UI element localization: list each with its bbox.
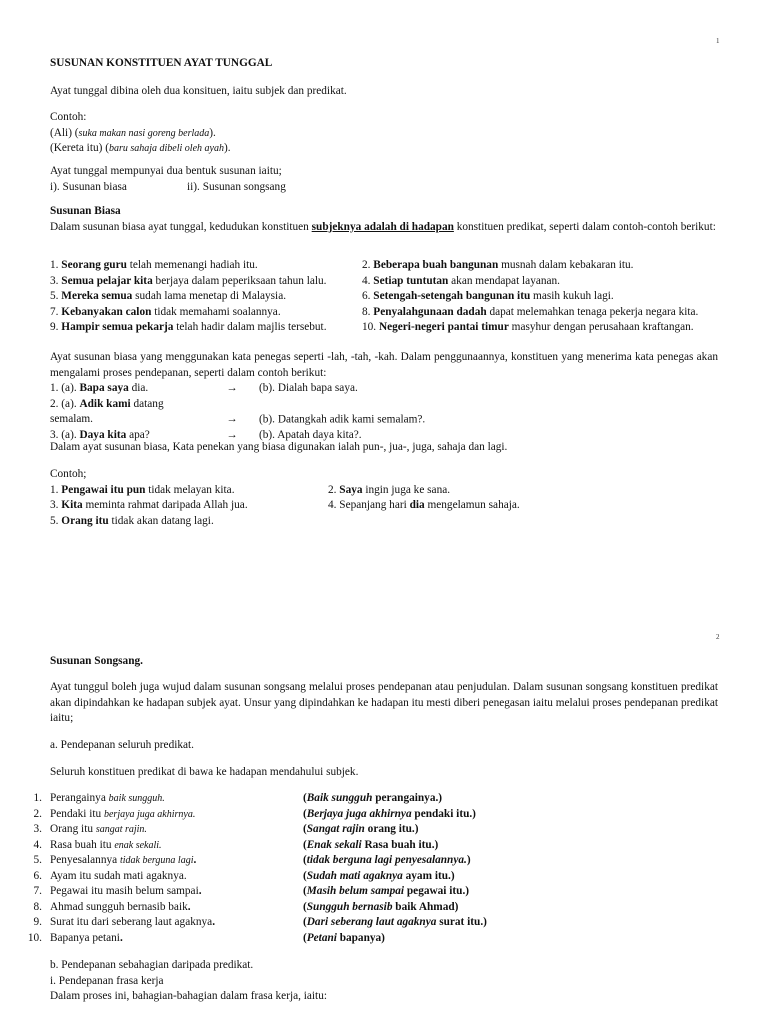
example-item: 4. Sepanjang hari dia mengelamun sahaja.: [328, 499, 520, 511]
contoh-label: Contoh;: [50, 468, 87, 480]
penegas-row: 1. (a). Bapa saya dia. → (b). Dialah bapa saya.: [50, 381, 718, 397]
penegas-row: 2. (a). Adik kami datang semalam. → (b). Datangkah adik kami semalam?.: [50, 397, 718, 428]
penekan-row: [50, 483, 718, 499]
list-item: 6. Ayam itu sudah mati agaknya. (Sudah mati agaknya ayam itu.): [33, 869, 455, 882]
songsang-paragraph: Ayat tunggul boleh juga wujud dalam susunan songsang melalui proses pendepanan atau penjudulan. Dalam susunan songsang konstituen predikat akan dipindahkan ke hadapan subjek ayat. Unsur yang dipindahkan ke hadapan itu mesti diberi penegasan iaitu melalui proses pendepanan predikat iaitu;: [50, 681, 718, 724]
section-heading: Susunan Biasa: [50, 205, 121, 217]
example-item: 10. Negeri-negeri pantai timur masyhur dengan perusahaan kraftangan.: [362, 321, 694, 333]
biasa-paragraph: Dalam susunan biasa ayat tunggal, kedudukan konstituen subjeknya adalah di hadapan konstituen predikat, seperti dalam contoh-contoh berikut:: [50, 220, 716, 233]
list-item: 1. Perangainya baik sungguh. (Baik sungguh perangainya.): [33, 792, 443, 804]
list-item: 7. Pegawai itu masih belum sampai. (Masih belum sampai pegawai itu.): [33, 885, 470, 897]
contoh-line-2: (Kereta itu) (baru sahaja dibeli oleh ayah).: [50, 142, 231, 154]
penekan-row: [50, 514, 718, 530]
penekan-row: [50, 498, 718, 514]
list-item: 9. Surat itu dari seberang laut agaknya. (Dari seberang laut agaknya surat itu.): [33, 916, 487, 928]
arrow-right-icon: →: [226, 413, 238, 425]
susunan-biasa-section: [50, 204, 718, 235]
penekan-block: [50, 467, 718, 529]
subsection-b-title: b. Pendepanan sebahagian daripada predikat.: [50, 959, 254, 971]
contoh-block: [50, 110, 718, 157]
biasa-examples: [50, 258, 718, 336]
example-item: 7. Kebanyakan calon tidak memahami soalannya.: [50, 305, 281, 318]
penegas-examples: [50, 381, 718, 443]
example-item: 8. Penyalahgunaan dadah dapat melemahkan tenaga pekerja negara kita.: [362, 305, 699, 318]
example-item: 3. Semua pelajar kita berjaya dalam peperiksaan tahun lalu.: [50, 274, 327, 287]
subsection-b-desc: Dalam proses ini, bahagian-bahagian dalam frasa kerja, iaitu:: [50, 990, 327, 1002]
list-item: 2. Pendaki itu berjaya juga akhirnya. (Berjaya juga akhirnya pendaki itu.): [33, 807, 476, 820]
example-item: 9. Hampir semua pekarja telah hadir dalam majlis tersebut.: [50, 321, 327, 333]
penegas-paragraph: Ayat susunan biasa yang menggunakan kata penegas seperti -lah, -tah, -kah. Dalam penggunaannya, konstituen yang menerima kata penegas akan mengalami proses pendepanan, seperti dalam contoh berikut:: [50, 351, 718, 379]
section-heading: Susunan Songsang.: [50, 655, 143, 667]
example-item: 6. Setengah-setengah bangunan itu masih kukuh lagi.: [362, 290, 614, 302]
penegas-row: 3. (a). Daya kita apa? → (b). Apatah daya kita?.: [50, 428, 718, 444]
arrow-right-icon: →: [226, 382, 238, 394]
example-item: 1. Seorang guru telah memenangi hadiah itu.: [50, 259, 258, 271]
contoh-line-1: (Ali) (suka makan nasi goreng berlada).: [50, 126, 216, 139]
contoh-label: Contoh:: [50, 111, 87, 123]
list-item: 5. Penyesalannya tidak berguna lagi. (tidak berguna lagi penyesalannya.): [33, 854, 471, 866]
example-item: 2. Saya ingin juga ke sana.: [328, 483, 451, 496]
page-number: 2: [716, 633, 720, 641]
songsang-examples: [18, 791, 738, 946]
subsection-b-i: i. Pendepanan frasa kerja: [50, 974, 164, 987]
page-title: SUSUNAN KONSTITUEN AYAT TUNGGAL: [50, 57, 273, 69]
subsection-a-desc: Seluruh konstituen predikat di bawa ke hadapan mendahului subjek.: [50, 766, 359, 778]
example-item: 3. Kita meminta rahmat daripada Allah jua.: [50, 499, 248, 511]
subsection-b: [50, 958, 718, 1005]
example-item: 4. Setiap tuntutan akan mendapat layanan.: [362, 274, 560, 287]
list-item: 10. Bapanya petani. (Petani bapanya): [27, 931, 385, 944]
list-item: 8. Ahmad sungguh bernasib baik. (Sungguh bernasib baik Ahmad): [33, 900, 459, 913]
list-item: 3. Orang itu sangat rajin. (Sangat rajin orang itu.): [33, 823, 419, 835]
bentuk-block: Ayat tunggal mempunyai dua bentuk susunan iaitu; i). Susunan biasa ii). Susunan songsang: [50, 165, 286, 193]
example-item: 5. Mereka semua sudah lama menetap di Malaysia.: [50, 290, 287, 302]
intro-paragraph: Ayat tunggal dibina oleh dua konsituen, iaitu subjek dan predikat.: [50, 85, 347, 97]
list-item: 4. Rasa buah itu enak sekali. (Enak sekali Rasa buah itu.): [33, 838, 439, 851]
example-item: 2. Beberapa buah bangunan musnah dalam kebakaran itu.: [362, 259, 634, 271]
subsection-a-title: a. Pendepanan seluruh predikat.: [50, 739, 194, 751]
arrow-right-icon: →: [226, 428, 238, 441]
page-number: 1: [716, 37, 720, 45]
example-item: 5. Orang itu tidak akan datang lagi.: [50, 514, 214, 527]
penekan-examples: [50, 483, 718, 530]
penekan-paragraph: Dalam ayat susunan biasa, Kata penekan yang biasa digunakan ialah pun-, jua-, juga, sahaja dan lagi.: [50, 441, 508, 453]
example-item: 1. Pengawai itu pun tidak melayan kita.: [50, 483, 235, 496]
